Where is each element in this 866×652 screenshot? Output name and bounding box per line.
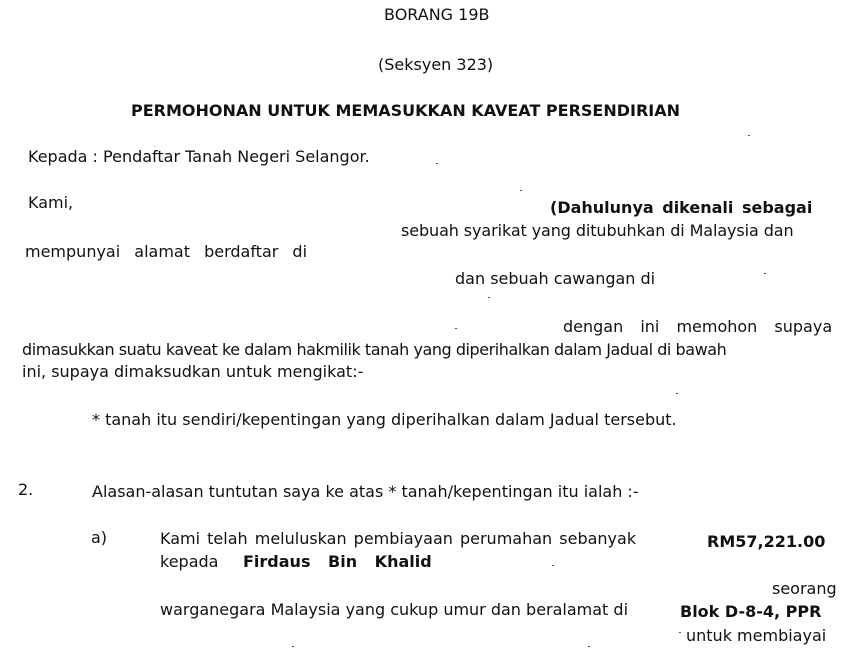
scan-speck	[764, 273, 766, 274]
registered-address-label: mempunyai alamat berdaftar di	[25, 242, 308, 261]
kepada-label: kepada	[160, 552, 219, 571]
borrower-name: Firdaus Bin Khalid	[243, 552, 432, 571]
purpose-line: untuk membiayai	[686, 626, 827, 645]
citizen-line: warganegara Malaysia yang cukup umur dan beralamat di	[160, 600, 629, 619]
scan-speck	[676, 393, 678, 394]
seorang-label: seorang	[772, 579, 837, 598]
scan-speck	[488, 297, 490, 298]
form-code: BORANG 19B	[384, 5, 490, 24]
form-title: PERMOHONAN UNTUK MEMASUKKAN KAVEAT PERSENDIRIAN	[131, 101, 681, 120]
kami-label: Kami,	[28, 193, 74, 212]
borrower-address: Blok D-8-4, PPR	[680, 602, 822, 621]
scan-speck	[748, 135, 750, 136]
formerly-known-as: (Dahulunya dikenali sebagai	[550, 198, 813, 217]
scan-speck	[520, 190, 522, 191]
item-label: a)	[91, 528, 108, 547]
loan-amount: RM57,221.00	[707, 532, 826, 551]
branch-line: dan sebuah cawangan di	[455, 269, 656, 288]
bind-line: ini, supaya dimaksudkan untuk mengikat:-	[22, 362, 364, 381]
land-interest-line: * tanah itu sendiri/kepentingan yang diperihalkan dalam Jadual tersebut.	[92, 410, 677, 429]
form-section: (Seksyen 323)	[378, 55, 494, 74]
scan-speck	[552, 565, 554, 566]
clause-text: Alasan-alasan tuntutan saya ke atas * tanah/kepentingan itu ialah :-	[92, 482, 639, 501]
clause-number: 2.	[18, 480, 34, 499]
apply-line: dengan ini memohon supaya	[563, 317, 833, 336]
recipient-line: Kepada : Pendaftar Tanah Negeri Selangor.	[28, 147, 370, 166]
scan-speck	[679, 632, 681, 633]
item-line-1: Kami telah meluluskan pembiayaan perumahan sebanyak	[160, 529, 637, 548]
scan-speck	[292, 646, 294, 647]
scan-speck	[436, 163, 438, 164]
company-line: sebuah syarikat yang ditubuhkan di Malaysia dan	[401, 221, 794, 240]
scan-speck	[455, 328, 457, 329]
caveat-line: dimasukkan suatu kaveat ke dalam hakmilik tanah yang diperihalkan dalam Jadual di bawah	[22, 340, 727, 359]
scan-speck	[588, 646, 590, 647]
